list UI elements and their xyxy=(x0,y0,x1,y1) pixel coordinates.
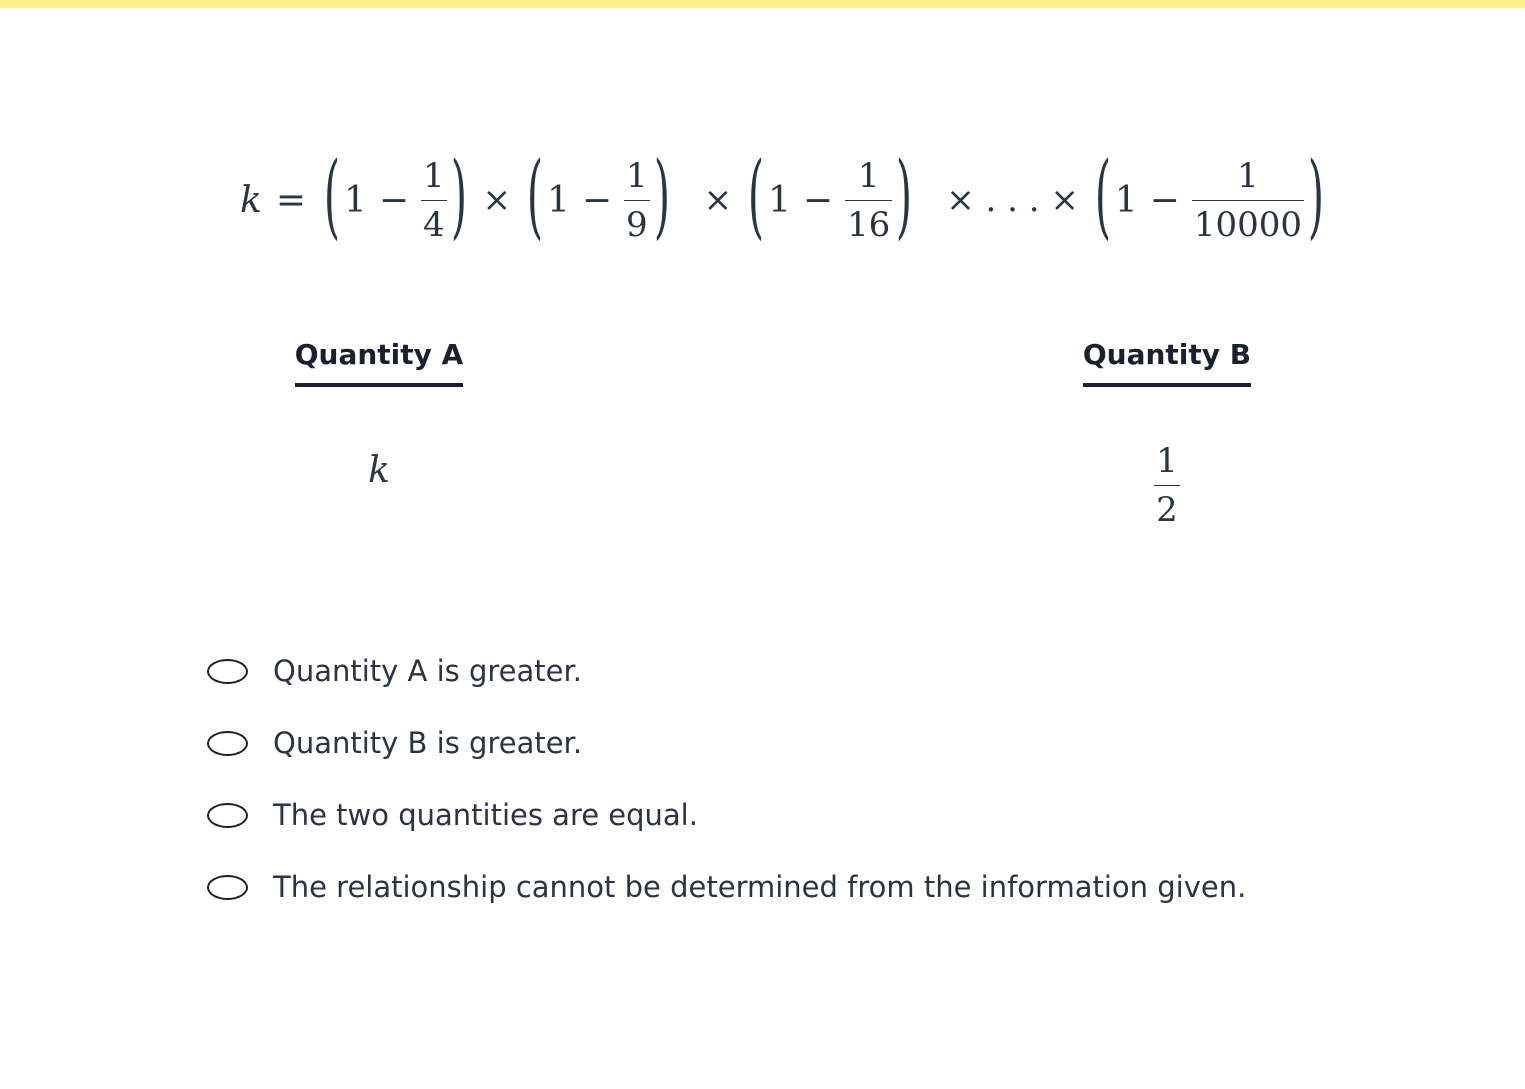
problem-equation xyxy=(240,142,1328,255)
radio-button[interactable] xyxy=(207,659,248,684)
minus-sign: − xyxy=(581,179,613,221)
factor-one: 1 xyxy=(767,179,791,221)
fraction-numerator: 1 xyxy=(1237,155,1259,196)
answer-choice-label[interactable]: Quantity A is greater. xyxy=(273,654,582,688)
fraction-denominator: 4 xyxy=(421,200,447,242)
equation-variable: k xyxy=(240,179,262,221)
left-paren: ( xyxy=(1094,142,1111,249)
answer-choice-b[interactable] xyxy=(207,707,1246,779)
fraction-numerator: 1 xyxy=(422,155,445,196)
fraction-numerator: 1 xyxy=(1156,441,1178,481)
fraction-denominator: 10000 xyxy=(1192,200,1304,242)
radio-button[interactable] xyxy=(207,731,248,756)
quantity-b-value xyxy=(1084,441,1250,530)
answer-choice-c[interactable] xyxy=(207,779,1246,851)
right-paren: ) xyxy=(1307,142,1325,249)
fraction-numerator: 1 xyxy=(626,155,648,196)
fraction xyxy=(421,155,447,245)
right-paren: ) xyxy=(653,142,670,249)
quantity-a-value: k xyxy=(368,450,390,491)
quantity-a-column xyxy=(294,338,464,491)
fraction-denominator: 2 xyxy=(1154,485,1180,527)
factor-one: 1 xyxy=(546,179,570,221)
times-sign: × xyxy=(482,180,512,220)
minus-sign: − xyxy=(1149,179,1180,221)
ellipsis-product: × . . . × xyxy=(946,180,1079,220)
answer-choice-label[interactable]: Quantity B is greater. xyxy=(273,726,583,760)
factor-one: 1 xyxy=(1114,179,1138,221)
right-paren: ) xyxy=(896,142,913,249)
fraction xyxy=(845,155,892,245)
fraction-denominator: 16 xyxy=(845,200,892,242)
factor-1 xyxy=(320,142,471,249)
factor-last xyxy=(1091,142,1328,249)
fraction-denominator: 9 xyxy=(624,200,650,242)
quantity-a-header: Quantity A xyxy=(295,338,464,387)
radio-button[interactable] xyxy=(207,803,248,828)
factor-2 xyxy=(523,142,674,249)
minus-sign: − xyxy=(802,179,834,221)
equals-sign: = xyxy=(275,179,306,221)
answer-choice-a[interactable] xyxy=(207,635,1246,707)
fraction xyxy=(624,155,650,245)
fraction-numerator: 1 xyxy=(857,155,880,196)
quantity-b-fraction xyxy=(1154,441,1180,530)
times-sign: × xyxy=(703,180,733,220)
answer-choice-label[interactable]: The relationship cannot be determined from the information given. xyxy=(273,870,1247,904)
right-paren: ) xyxy=(450,142,467,249)
factor-3 xyxy=(744,142,916,249)
quantity-b-header: Quantity B xyxy=(1083,338,1251,387)
left-paren: ( xyxy=(526,142,544,249)
answer-choices xyxy=(207,635,1246,923)
fraction xyxy=(1192,155,1304,245)
left-paren: ( xyxy=(747,142,765,249)
left-paren: ( xyxy=(323,142,341,249)
quantity-b-column xyxy=(1082,338,1252,530)
answer-choice-d[interactable] xyxy=(207,851,1246,923)
minus-sign: − xyxy=(378,179,409,221)
radio-button[interactable] xyxy=(207,875,248,900)
factor-one: 1 xyxy=(343,179,367,221)
answer-choice-label[interactable]: The two quantities are equal. xyxy=(273,798,698,832)
top-accent-bar xyxy=(0,0,1525,8)
